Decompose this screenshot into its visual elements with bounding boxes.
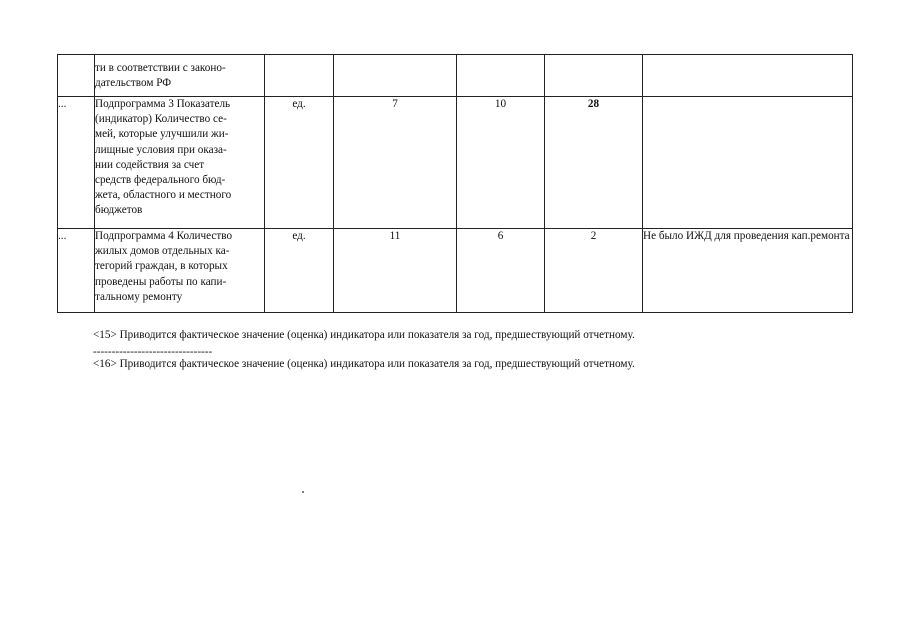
value-cell-2	[457, 55, 545, 97]
value-cell-3: 28	[545, 97, 643, 229]
value-cell-3	[545, 55, 643, 97]
footnote-separator: --------------------------------	[93, 346, 213, 358]
note-cell	[643, 97, 853, 229]
footnote-16: <16> Приводится фактическое значение (оценка) индикатора или показателя за год, предшествующий отчетному.	[93, 358, 635, 370]
value-cell-1	[334, 55, 457, 97]
indicator-name-line: (индикатор) Количество се-	[95, 113, 227, 126]
value-cell-2: 6	[457, 229, 545, 313]
table-row	[58, 55, 853, 97]
value-cell-1: 11	[334, 229, 457, 313]
indicator-name-line: Подпрограмма 4 Количество	[95, 230, 233, 242]
indicator-name-line: проведены работы по капи-	[95, 275, 227, 288]
indicator-name-line: жета, областного и местного	[95, 189, 232, 202]
indicators-table	[57, 54, 853, 313]
row-number-cell: ...	[58, 97, 95, 229]
unit-cell: ед.	[265, 97, 334, 229]
note-cell: Не было ИЖД для проведения кап.ремонта	[643, 229, 853, 313]
indicator-name-line: тегорий граждан, в которых	[95, 260, 228, 273]
unit-cell	[265, 55, 334, 97]
value-cell-3: 2	[545, 229, 643, 313]
indicator-name-line: дательством РФ	[95, 77, 172, 90]
row-number-cell	[58, 55, 95, 97]
row-number-cell: ...	[58, 229, 95, 313]
value-cell-1: 7	[334, 97, 457, 229]
note-cell	[643, 55, 853, 97]
indicator-name-cell	[95, 97, 265, 229]
indicator-name-cell	[95, 229, 265, 313]
indicator-name-line: ти в соответствии с законо-	[95, 62, 226, 74]
indicator-name-line: мей, которые улучшили жи-	[95, 128, 229, 141]
indicator-name-cell	[95, 55, 265, 97]
indicator-name-line: бюджетов	[95, 204, 143, 217]
footnote-15: <15> Приводится фактическое значение (оценка) индикатора или показателя за год, предшествующий отчетному.	[93, 329, 635, 341]
indicator-name-line: средств федерального бюд-	[95, 174, 226, 187]
table-row	[58, 97, 853, 229]
indicator-name-line: лищные условия при оказа-	[95, 143, 227, 156]
indicator-name-line: жилых домов отдельных ка-	[95, 245, 230, 258]
indicator-name-line: Подпрограмма 3 Показатель	[95, 98, 231, 110]
scan-speck	[302, 491, 304, 493]
indicator-name-line: тальному ремонту	[95, 290, 183, 303]
value-cell-2: 10	[457, 97, 545, 229]
indicator-name-line: нии содействия за счет	[95, 158, 205, 171]
unit-cell: ед.	[265, 229, 334, 313]
table-row	[58, 229, 853, 313]
